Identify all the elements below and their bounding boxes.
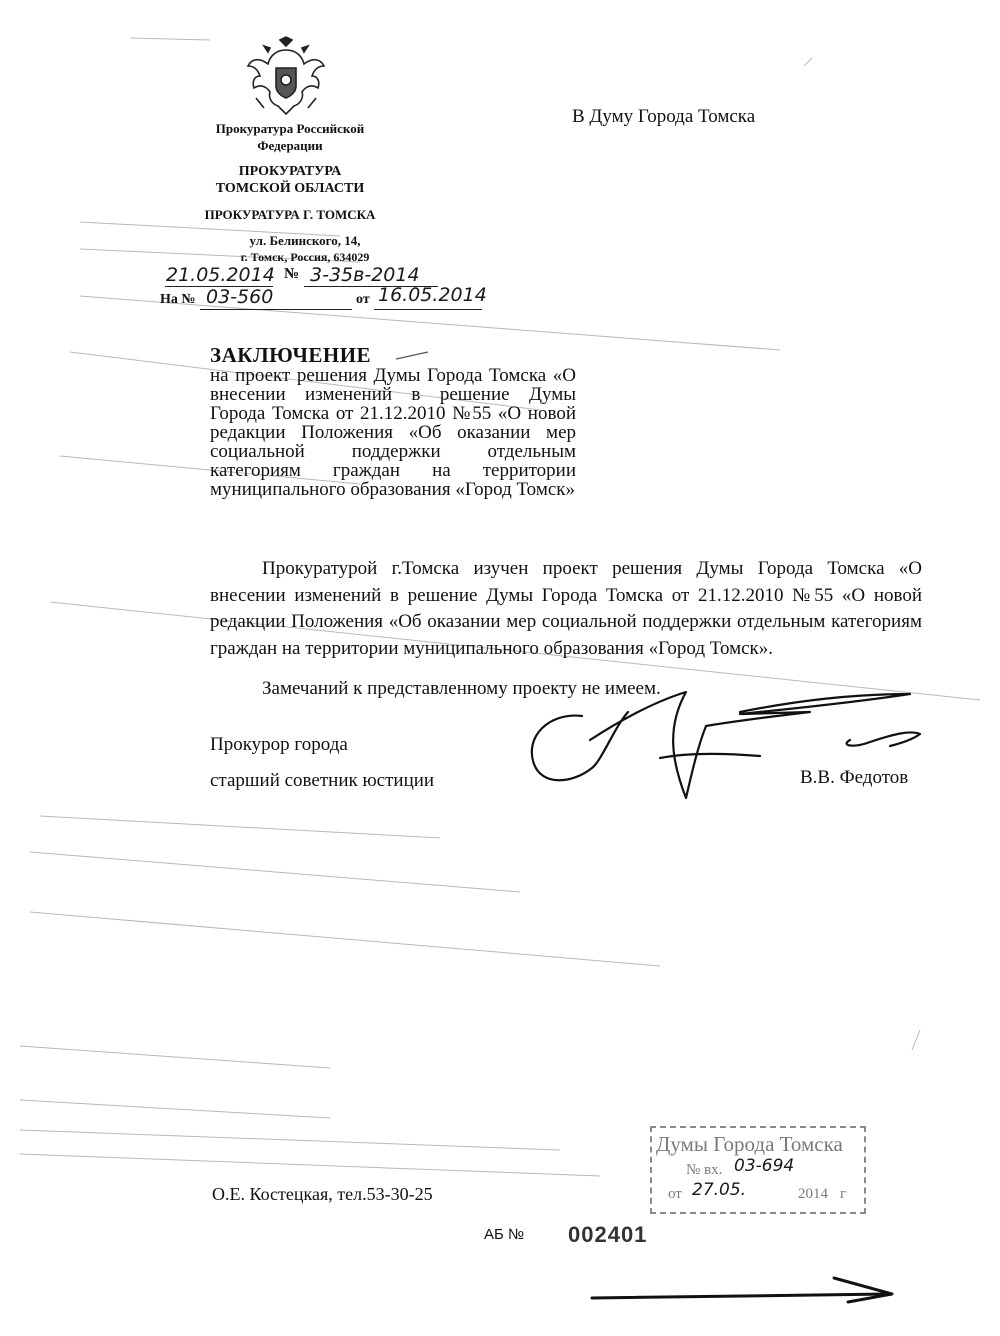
- arrow-mark-icon: [588, 1272, 900, 1312]
- from-label: от: [356, 292, 370, 307]
- signer-position-line2: старший советник юстиции: [210, 770, 435, 791]
- stamp-title: Думы Города Томска: [656, 1132, 843, 1156]
- outgoing-number: 3-35в-2014: [310, 264, 420, 286]
- form-number: 002401: [568, 1222, 648, 1247]
- stamp-in-label: № вх.: [686, 1162, 723, 1178]
- stamp-year-suffix: г: [840, 1186, 847, 1202]
- reply-number: 03-560: [206, 286, 274, 308]
- org-name-line2: Федерации: [257, 138, 323, 153]
- office-name-line1: ПРОКУРАТУРА: [238, 164, 342, 179]
- document-title: ЗАКЛЮЧЕНИЕ: [210, 343, 372, 367]
- org-name-line1: Прокуратура Российской: [215, 121, 365, 136]
- reply-label: На №: [160, 292, 196, 307]
- number-label: №: [284, 266, 300, 282]
- address-line2: г. Томск, Россия, 634029: [240, 250, 370, 264]
- stamp-date: 27.05.: [692, 1180, 747, 1200]
- stamp-year: 2014: [798, 1186, 828, 1202]
- form-number-label: АБ №: [484, 1226, 525, 1243]
- reply-date: 16.05.2014: [378, 284, 487, 306]
- office-name-line2: ТОМСКОЙ ОБЛАСТИ: [215, 181, 365, 196]
- document-remark: Замечаний к представленному проекту не имеем.: [262, 678, 661, 699]
- stamp-in-number: 03-694: [734, 1156, 795, 1176]
- reply-date-line: [374, 309, 482, 310]
- incoming-stamp: [650, 1126, 866, 1214]
- addressee: В Думу Города Томска: [572, 106, 756, 127]
- handwritten-signature: [510, 688, 950, 808]
- address-line1: ул. Белинского, 14,: [249, 233, 361, 248]
- outgoing-date: 21.05.2014: [166, 264, 275, 286]
- document-body: Прокуратурой г.Томска изучен проект решения Думы Города Томска «О внесении изменений в решение Думы Города Томска от 21.12.2010 №55 «О новой редакции Положения «Об оказании мер социальной поддержки отдельным категориям граждан на территории муниципального образования «Город Томск».: [210, 558, 922, 659]
- signer-name: В.В. Федотов: [800, 767, 909, 788]
- executor-contact: О.Е. Костецкая, тел.53-30-25: [212, 1184, 433, 1204]
- reply-number-line: [200, 309, 352, 310]
- city-office-name: ПРОКУРАТУРА Г. ТОМСКА: [204, 207, 376, 222]
- signer-position-line1: Прокурор города: [210, 734, 348, 755]
- document-subject: на проект решения Думы Города Томска «О внесении изменений в решение Думы Города Томска от 21.12.2010 №55 «О новой редакции Положения «Об оказании мер социальной поддержки отдельным категориям граждан на территории муниципального образования «Город Томск»: [210, 365, 576, 500]
- stamp-date-label: от: [668, 1186, 682, 1202]
- coat-of-arms-icon: [246, 36, 326, 116]
- title-pen-mark: [394, 350, 430, 362]
